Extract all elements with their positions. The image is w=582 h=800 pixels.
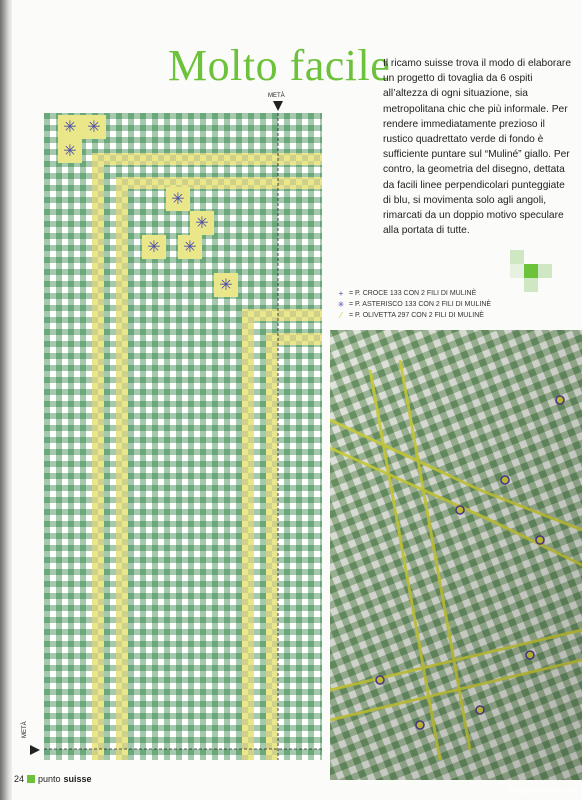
- footer-square-icon: [27, 775, 35, 783]
- legend-label: = P. ASTERISCO 133 CON 2 FILI DI MULINÈ: [349, 301, 492, 308]
- legend-row-asterisk: [337, 299, 491, 310]
- page-number: 24: [14, 774, 25, 784]
- half-marker-top: METÀ: [268, 93, 285, 99]
- asterisk-stitch-icon: ✳: [337, 300, 345, 309]
- legend-label: = P. CROCE 133 CON 2 FILI DI MULINÈ: [349, 290, 477, 297]
- asterisk-stitch-mark: ✳: [183, 237, 197, 256]
- asterisk-stitch-mark: ✳: [63, 141, 77, 160]
- intro-paragraph: Il ricamo suisse trova il modo di elaborare un progetto di tovaglia da 6 ospiti all’altezza di ogni situazione, sia metropolitana chic che più informale. Per rendere immediatamente prezioso il rustico quadrettato verde di fondo è sufficiente puntare sul “Muliné” giallo. Per contro, la geometria del disegno, dettata da facili linee perpendicolari punteggiate di blu, si movimenta solo agli angoli, rimarcati da un doppio motivo speculare alla portata di tutte.: [383, 58, 571, 237]
- publication-name-bold: suisse: [63, 774, 92, 784]
- arrow-right-icon: [30, 745, 42, 755]
- publication-name: punto: [38, 774, 61, 784]
- embroidery-chart: [44, 113, 322, 760]
- page-footer: [14, 774, 92, 784]
- legend-row-cross: [337, 288, 491, 299]
- olive-stitch-icon: ⁄: [340, 311, 342, 320]
- watermark: PassionForum.ru: [507, 785, 576, 795]
- asterisk-stitch-mark: ✳: [171, 189, 185, 208]
- legend-label: = P. OLIVETTA 297 CON 2 FILI DI MULINÈ: [349, 312, 484, 319]
- asterisk-stitch-mark: ✳: [63, 117, 77, 136]
- cross-stitch-icon: +: [338, 289, 344, 298]
- page-title: Molto facile: [168, 41, 391, 90]
- arrow-down-icon: [273, 101, 283, 113]
- asterisk-stitch-mark: ✳: [147, 237, 161, 256]
- decorative-squares: [508, 250, 568, 300]
- binding-shadow: [0, 0, 12, 800]
- stitch-legend: [337, 288, 491, 321]
- tablecloth-photo: [330, 330, 582, 780]
- asterisk-stitch-mark: ✳: [87, 117, 101, 136]
- half-marker-side: METÀ: [22, 721, 28, 738]
- legend-row-olive: [337, 310, 491, 321]
- asterisk-stitch-mark: ✳: [219, 275, 233, 294]
- asterisk-stitch-mark: ✳: [195, 213, 209, 232]
